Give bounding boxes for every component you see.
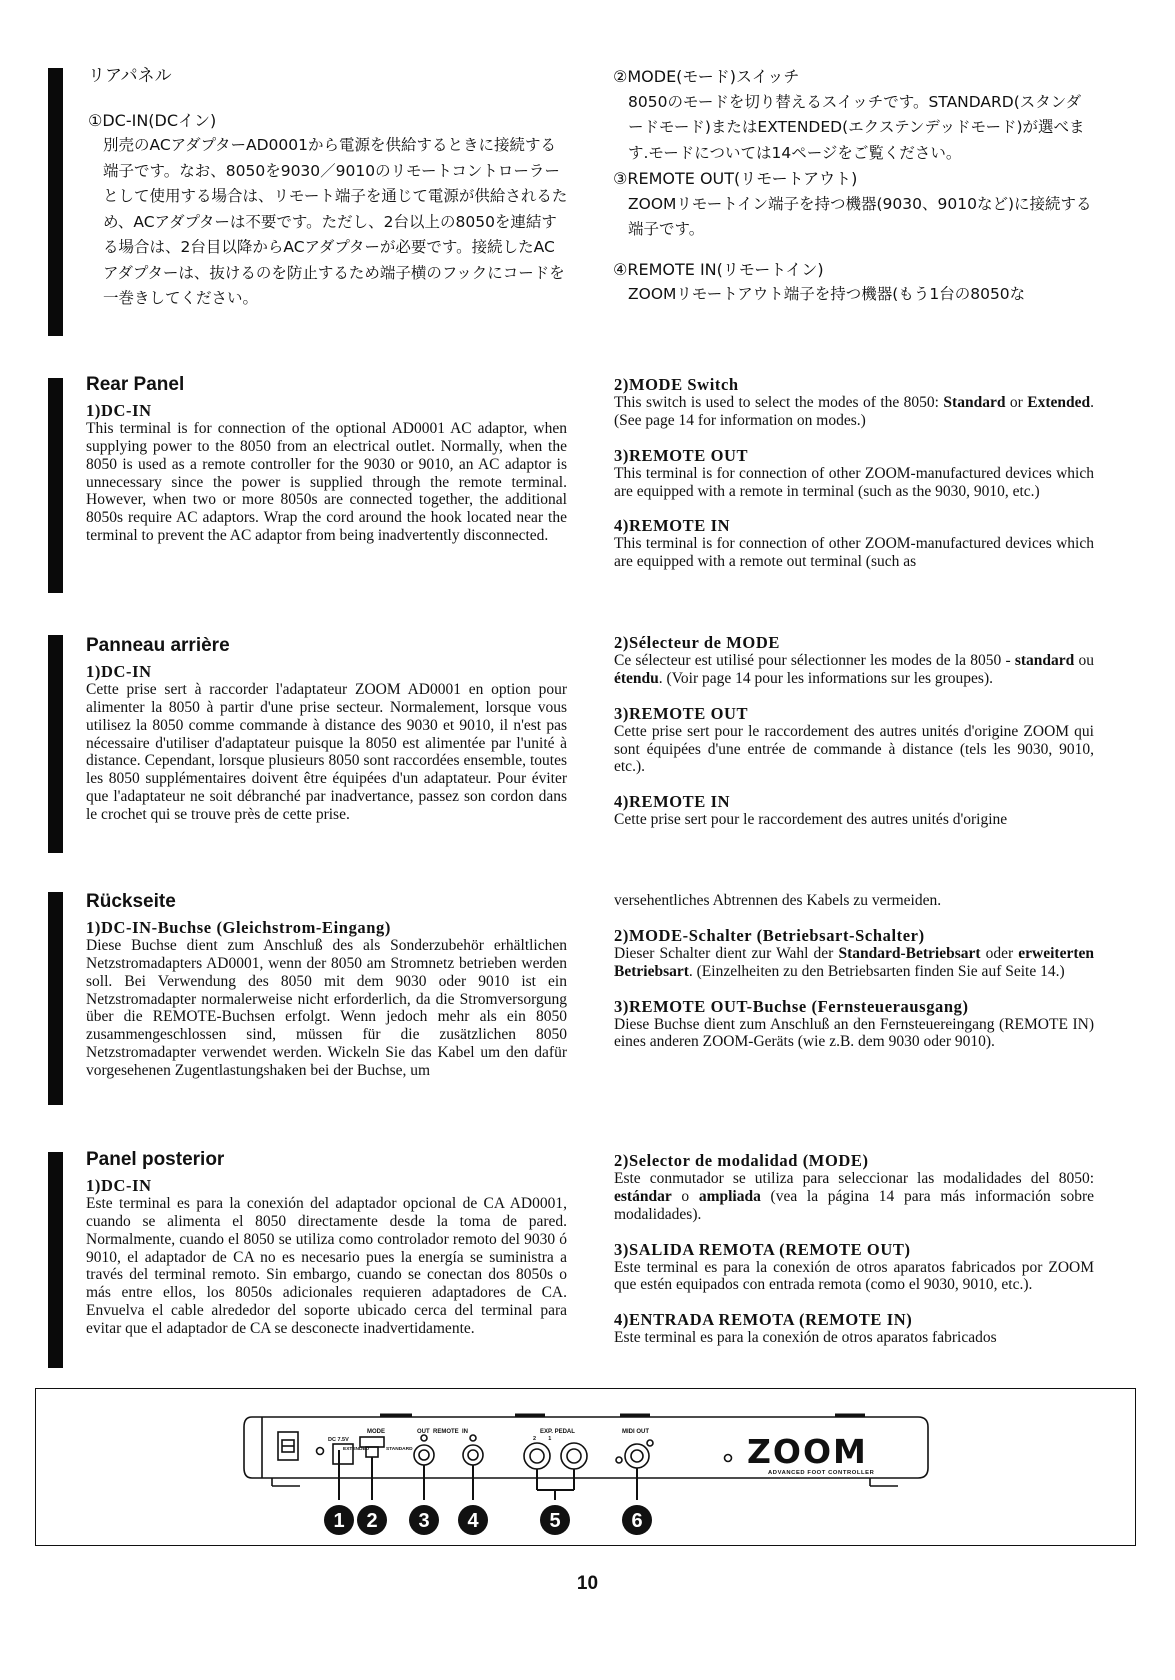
english-in-heading: 4)REMOTE IN (614, 516, 731, 536)
english-in-body: This terminal is for connection of other ZOOM-manufactured devices which are equipped with a remote out terminal (such as (614, 535, 1094, 571)
japanese-in-heading: ④REMOTE IN(リモートイン) (613, 259, 824, 279)
spanish-mode-body: Este conmutador se utiliza para seleccionar las modalidades del 8050: estándar o ampliada (vea la página 14 para más información sobre modalidades). (614, 1169, 1095, 1223)
callout-number-3: 3 (418, 1510, 430, 1532)
callout-number-2: 2 (366, 1510, 378, 1532)
english-dcin-heading: 1)DC-IN (86, 400, 152, 420)
remote-label: OUT REMOTE IN (417, 1429, 468, 1435)
dc-label: DC 7.5V (328, 1437, 349, 1443)
german-out-heading: 3)REMOTE OUT-Buchse (Fernsteuerausgang) (614, 996, 969, 1016)
mode-standard-label: STANDARD (386, 1447, 413, 1452)
japanese-dcin-body: 別売のACアダプターAD0001から電源を供給するときに接続する端子です。なお、8050を9030／9010のリモートコントローラーとして使用する場合は、リモート端子を通じて電源が供給されるため、ACアダプターは不要です。ただし、2台以上の8050を連結する場合は、2台目以降からACアダプターが必要です。接続したACアダプターは、抜けるのを防止するため端子横のフックにコードを一巻きしてください。 (103, 136, 568, 307)
page-number: 10 (576, 1573, 599, 1594)
japanese-mode-body: 8050のモードを切り替えるスイッチです。STANDARD(スタンダードモード)またはEXTENDED(エクステンデッドモード)が選べます.モードについては14ページをご覧ください。 (628, 92, 1085, 162)
japanese-in-body: ZOOMリモートアウト端子を持つ機器(もう1台の8050な (628, 285, 1026, 303)
french-right-column (614, 634, 1094, 829)
japanese-out-body: ZOOMリモートイン端子を持つ機器(9030、9010など)に接続する端子です。 (628, 194, 1092, 238)
english-right-column (614, 376, 1094, 571)
spanish-left-column (86, 1151, 567, 1338)
logo-tagline: ADVANCED FOOT CONTROLLER (768, 1470, 875, 1476)
french-in-body: Cette prise sert pour le raccordement des autres unités d'origine (614, 811, 1008, 829)
rear-panel-diagram (0, 1388, 1175, 1568)
section-bar-english (48, 378, 63, 593)
french-mode-heading: 2)Sélecteur de MODE (614, 633, 780, 652)
german-left-column (86, 893, 567, 1080)
japanese-mode-heading: ②MODE(モード)スイッチ (613, 67, 800, 86)
spanish-out-body: Este terminal es para la conexión de otros aparatos fabricados por ZOOM que estén equipados con entrada remota (como el 9030, 9010, etc.). (614, 1258, 1094, 1294)
callout-number-6: 6 (631, 1510, 643, 1532)
section-bar-german (48, 892, 63, 1105)
english-title: Rear Panel (86, 374, 185, 395)
japanese-title: リアパネル (88, 66, 172, 86)
section-bar-french (48, 635, 63, 853)
mode-extended-label: EXTENDED (343, 1447, 370, 1452)
german-out-body: Diese Buchse dient zum Anschluß an den Fernsteuereingang (REMOTE IN) eines anderen ZOOM-Geräts (wie z.B. dem 9030 oder 9010). (614, 1015, 1094, 1051)
callout-group (324, 1505, 652, 1535)
english-mode-heading: 2)MODE Switch (614, 375, 739, 394)
spanish-in-body: Este terminal es para la conexión de otros aparatos fabricados (614, 1329, 997, 1347)
german-right-column (614, 892, 1094, 1051)
french-title: Panneau arrière (86, 635, 230, 656)
exp-pedal-label: EXP. PEDAL (540, 1429, 575, 1435)
midi-out-jack (625, 1444, 649, 1468)
dc-in-jack (317, 1448, 324, 1455)
remote-in-jack (463, 1445, 483, 1465)
callout-number-4: 4 (467, 1510, 479, 1532)
spanish-right-column (614, 1152, 1094, 1347)
english-out-body: This terminal is for connection of other ZOOM-manufactured devices which are equipped with a remote in terminal (such as the 9030, 9010, etc.) (614, 464, 1094, 500)
english-mode-body: This switch is used to select the modes of the 8050: Standard or Extended. (See page 14 for information on modes.) (614, 393, 1094, 429)
callout-number-5: 5 (549, 1510, 561, 1532)
mode-label: MODE (367, 1429, 385, 1435)
japanese-dcin-heading: ①DC-IN(DCイン) (88, 110, 217, 130)
french-left-column (86, 637, 567, 824)
section-bar-japanese (48, 68, 63, 336)
german-dcin-heading: 1)DC-IN-Buchse (Gleichstrom-Eingang) (86, 917, 391, 937)
french-out-body: Cette prise sert pour le raccordement des autres unités d'origine ZOOM qui sont équipées d'une entrée de commande à distance (tels les 9030, 9010, etc.). (614, 722, 1094, 776)
german-continuation: versehentliches Abtrennen des Kabels zu vermeiden. (614, 892, 942, 909)
japanese-out-heading: ③REMOTE OUT(リモートアウト) (613, 169, 858, 188)
section-bar-spanish (48, 1152, 63, 1368)
exp-pedal-jack-1 (561, 1443, 587, 1469)
english-left-column (86, 376, 567, 545)
exp-pedal-numbers: 2 1 (533, 1436, 552, 1442)
zoom-logo: ZOOM (747, 1432, 868, 1471)
midi-out-label: MIDI OUT (622, 1429, 649, 1435)
french-dcin-body: Cette prise sert à raccorder l'adaptateur ZOOM AD0001 en option pour alimenter la 8050 à partir d'une prise secteur. Normalement, lorsque vous utilisez la 8050 comme commande à distance des 9030 et 9010, il n'est pas nécessaire d'utiliser d'adaptateur puisque la 8050 est alimentée par l'unité à distance. Cependant, lorsque plusieurs 8050 sont raccordées ensemble, toutes les 8050 supplémentaires doivent être équipées d'un adaptateur. Pour éviter que l'adaptateur ne soit débranché par inadvertance, passez son cordon dans le crochet qui se trouve près de cette prise. (86, 680, 567, 824)
remote-out-jack (414, 1445, 434, 1465)
spanish-out-heading: 3)SALIDA REMOTA (REMOTE OUT) (614, 1239, 911, 1259)
french-mode-body: Ce sélecteur est utilisé pour sélectionner les modes de la 8050 - standard ou étendu. (Voir page 14 pour les informations sur les groupes). (614, 651, 1095, 687)
english-dcin-body: This terminal is for connection of the optional AD0001 AC adaptor, when supplying power to the 8050 from an electrical outlet. Normally, when the 8050 is used as a remote controller for the 9030 or 9010, an AC adaptor is unnecessary since the power is supplied through the remote terminal. However, when two or more 8050s are connected together, the additional 8050s require AC adaptors. Wrap the cord around the hook located near the terminal to prevent the AC adaptor from being inadvertently disconnected. (86, 419, 567, 545)
german-dcin-body: Diese Buchse dient zum Anschluß des als Sonderzubehör erhältlichen Netzstromadapters AD0001, wenn der 8050 am Stromnetz betrieben werden soll. Bei Verwendung des 8050 mit dem 9030 oder 9010 ist ein Netzstromadapter normalerweise nicht erforderlich, da die Stromversorgung über die REMOTE-Buchsen erfolgt. Wenn jedoch mehr als ein 8050 zusammengeschlossen sind, müssen für die zusätzlichen 8050 Netzstromadapter verwendet werden. Wickeln Sie das Kabel um den dafür vorgesehenen Zugentlastungshaken bei der Buchse, um (86, 936, 567, 1080)
japanese-right-column (613, 64, 1095, 308)
german-title: Rückseite (86, 891, 176, 912)
french-dcin-heading: 1)DC-IN (86, 661, 152, 681)
spanish-in-heading: 4)ENTRADA REMOTA (REMOTE IN) (614, 1310, 913, 1330)
japanese-left-column (88, 64, 568, 312)
callout-number-1: 1 (333, 1510, 345, 1532)
mode-switch (360, 1437, 384, 1447)
spanish-dcin-body: Este terminal es para la conexión del adaptador opcional de CA AD0001, cuando se alimenta el 8050 directamente desde la toma de pared. Normalmente, cuando el 8050 se utiliza como controlador remoto del 9030 ó 9010, el adaptador de CA no es necesario pues la energía se suministra a través del terminal remoto. Sin embargo, cuando se conectan dos 8050s o más entre ellos, los 8050s adicionales requieren adaptadores de CA. Envuelva el cable alrededor del soporte ubicado cerca del terminal para evitar que el adaptador de CA se desconecte inadvertidamente. (86, 1194, 567, 1338)
german-mode-heading: 2)MODE-Schalter (Betriebsart-Schalter) (614, 925, 925, 945)
spanish-title: Panel posterior (86, 1149, 225, 1170)
spanish-mode-heading: 2)Selector de modalidad (MODE) (614, 1151, 869, 1170)
spanish-dcin-heading: 1)DC-IN (86, 1175, 152, 1195)
english-out-heading: 3)REMOTE OUT (614, 445, 749, 465)
french-in-heading: 4)REMOTE IN (614, 792, 731, 812)
exp-pedal-jack-2 (524, 1443, 550, 1469)
german-mode-body: Dieser Schalter dient zur Wahl der Standard-Betriebsart oder erweiterten Betriebsart. (Einzelheiten zu den Betriebsarten finden Sie auf Seite 14.) (614, 944, 1095, 980)
french-out-heading: 3)REMOTE OUT (614, 703, 749, 723)
